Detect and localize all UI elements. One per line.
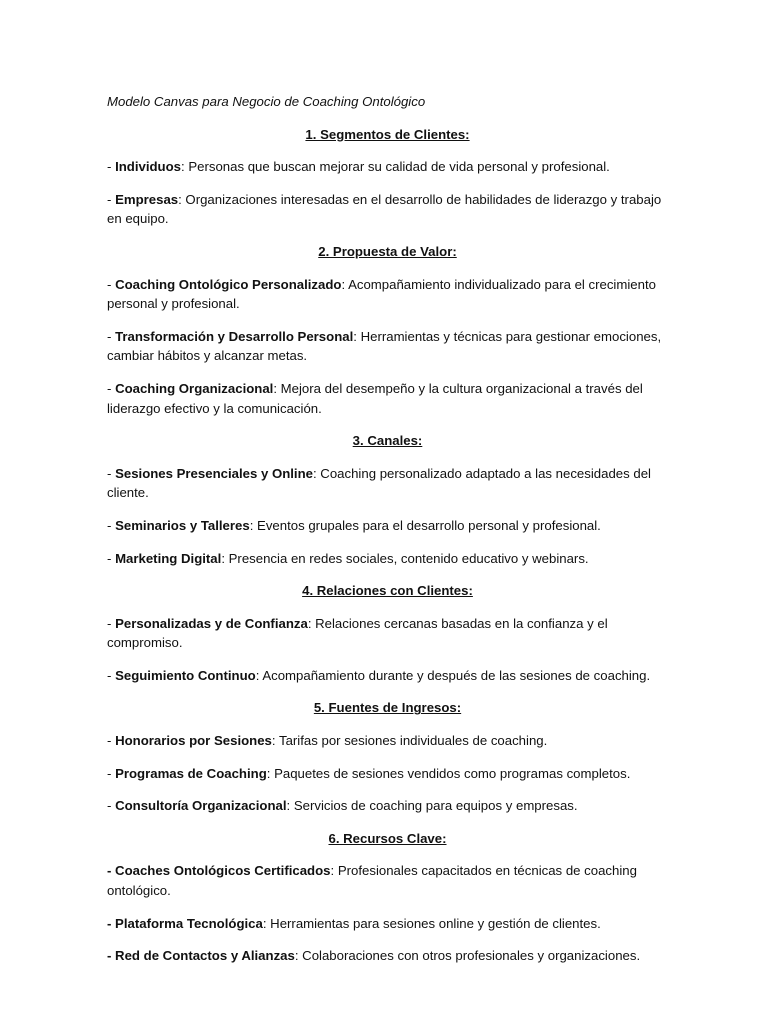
item-bullet: - — [107, 517, 116, 533]
list-item — [107, 327, 668, 366]
document-body — [107, 125, 668, 966]
section-heading: 3. Canales: — [352, 433, 423, 449]
list-item — [107, 516, 668, 536]
list-item — [107, 861, 668, 900]
item-bullet: - — [107, 465, 116, 481]
item-description: : Paquetes de sesiones vendidos como programas completos. — [266, 765, 631, 781]
section — [107, 431, 668, 568]
section — [107, 829, 668, 966]
section-heading: 5. Fuentes de Ingresos: — [313, 700, 462, 716]
item-description: : Servicios de coaching para equipos y empresas. — [286, 798, 578, 814]
section — [107, 242, 668, 418]
item-term: - Red de Contactos y Alianzas — [107, 948, 295, 964]
section-heading: 2. Propuesta de Valor: — [318, 243, 457, 259]
item-term: Empresas — [115, 191, 179, 207]
list-item — [107, 190, 668, 229]
item-term: Seguimiento Continuo — [115, 667, 256, 683]
item-term: Seminarios y Talleres — [115, 517, 250, 533]
item-term: Honorarios por Sesiones — [115, 733, 272, 749]
list-item — [107, 275, 668, 314]
item-bullet: - — [107, 276, 116, 292]
item-description: : Acompañamiento durante y después de las sesiones de coaching. — [255, 667, 651, 683]
list-item — [107, 666, 668, 686]
item-description: : Organizaciones interesadas en el desarrollo de habilidades de liderazgo y trabajo en equipo. — [107, 191, 662, 227]
section-heading: 1. Segmentos de Clientes: — [305, 126, 470, 142]
item-bullet: - — [107, 159, 116, 175]
item-term: Consultoría Organizacional — [115, 798, 287, 814]
item-term: Personalizadas y de Confianza — [115, 615, 308, 631]
item-bullet: - — [107, 380, 116, 396]
item-term: - Coaches Ontológicos Certificados — [107, 863, 331, 879]
item-term: Programas de Coaching — [115, 765, 267, 781]
item-term: Individuos — [115, 159, 181, 175]
list-item — [107, 157, 668, 177]
list-item — [107, 614, 668, 653]
item-description: : Herramientas para sesiones online y gestión de clientes. — [262, 915, 601, 931]
item-term: Coaching Ontológico Personalizado — [115, 276, 342, 292]
item-description: : Coaching personalizado adaptado a las necesidades del cliente. — [107, 465, 651, 501]
item-bullet: - — [107, 733, 116, 749]
item-bullet: - — [107, 328, 116, 344]
section-heading: 6. Recursos Clave: — [328, 830, 447, 846]
item-bullet: - — [107, 191, 116, 207]
item-term: - Plataforma Tecnológica — [107, 915, 263, 931]
list-item — [107, 946, 668, 966]
item-bullet: - — [107, 765, 116, 781]
section — [107, 698, 668, 815]
list-item — [107, 549, 668, 569]
item-term: Marketing Digital — [115, 550, 222, 566]
item-description: : Presencia en redes sociales, contenido educativo y webinars. — [221, 550, 589, 566]
list-item — [107, 464, 668, 503]
list-item — [107, 796, 668, 816]
list-item — [107, 764, 668, 784]
list-item — [107, 914, 668, 934]
document-title: Modelo Canvas para Negocio de Coaching Ontológico — [107, 94, 426, 109]
item-bullet: - — [107, 615, 116, 631]
item-description: : Herramientas y técnicas para gestionar emociones, cambiar hábitos y alcanzar metas. — [107, 328, 662, 364]
item-description: : Mejora del desempeño y la cultura organizacional a través del liderazgo efectivo y la comunicación. — [107, 380, 643, 416]
item-description: : Profesionales capacitados en técnicas de coaching ontológico. — [107, 863, 637, 899]
section — [107, 125, 668, 229]
item-description: : Eventos grupales para el desarrollo personal y profesional. — [249, 517, 601, 533]
item-description: : Personas que buscan mejorar su calidad de vida personal y profesional. — [181, 159, 610, 175]
list-item — [107, 379, 668, 418]
item-description: : Relaciones cercanas basadas en la confianza y el compromiso. — [107, 615, 608, 651]
item-bullet: - — [107, 798, 116, 814]
section — [107, 581, 668, 685]
item-bullet: - — [107, 550, 116, 566]
list-item — [107, 731, 668, 751]
item-description: : Acompañamiento individualizado para el crecimiento personal y profesional. — [107, 276, 656, 312]
item-term: Sesiones Presenciales y Online — [115, 465, 313, 481]
section-heading: 4. Relaciones con Clientes: — [302, 583, 473, 599]
item-term: Transformación y Desarrollo Personal — [115, 328, 354, 344]
item-description: : Colaboraciones con otros profesionales y organizaciones. — [294, 948, 641, 964]
item-term: Coaching Organizacional — [115, 380, 274, 396]
item-description: : Tarifas por sesiones individuales de coaching. — [271, 733, 548, 749]
item-bullet: - — [107, 667, 116, 683]
